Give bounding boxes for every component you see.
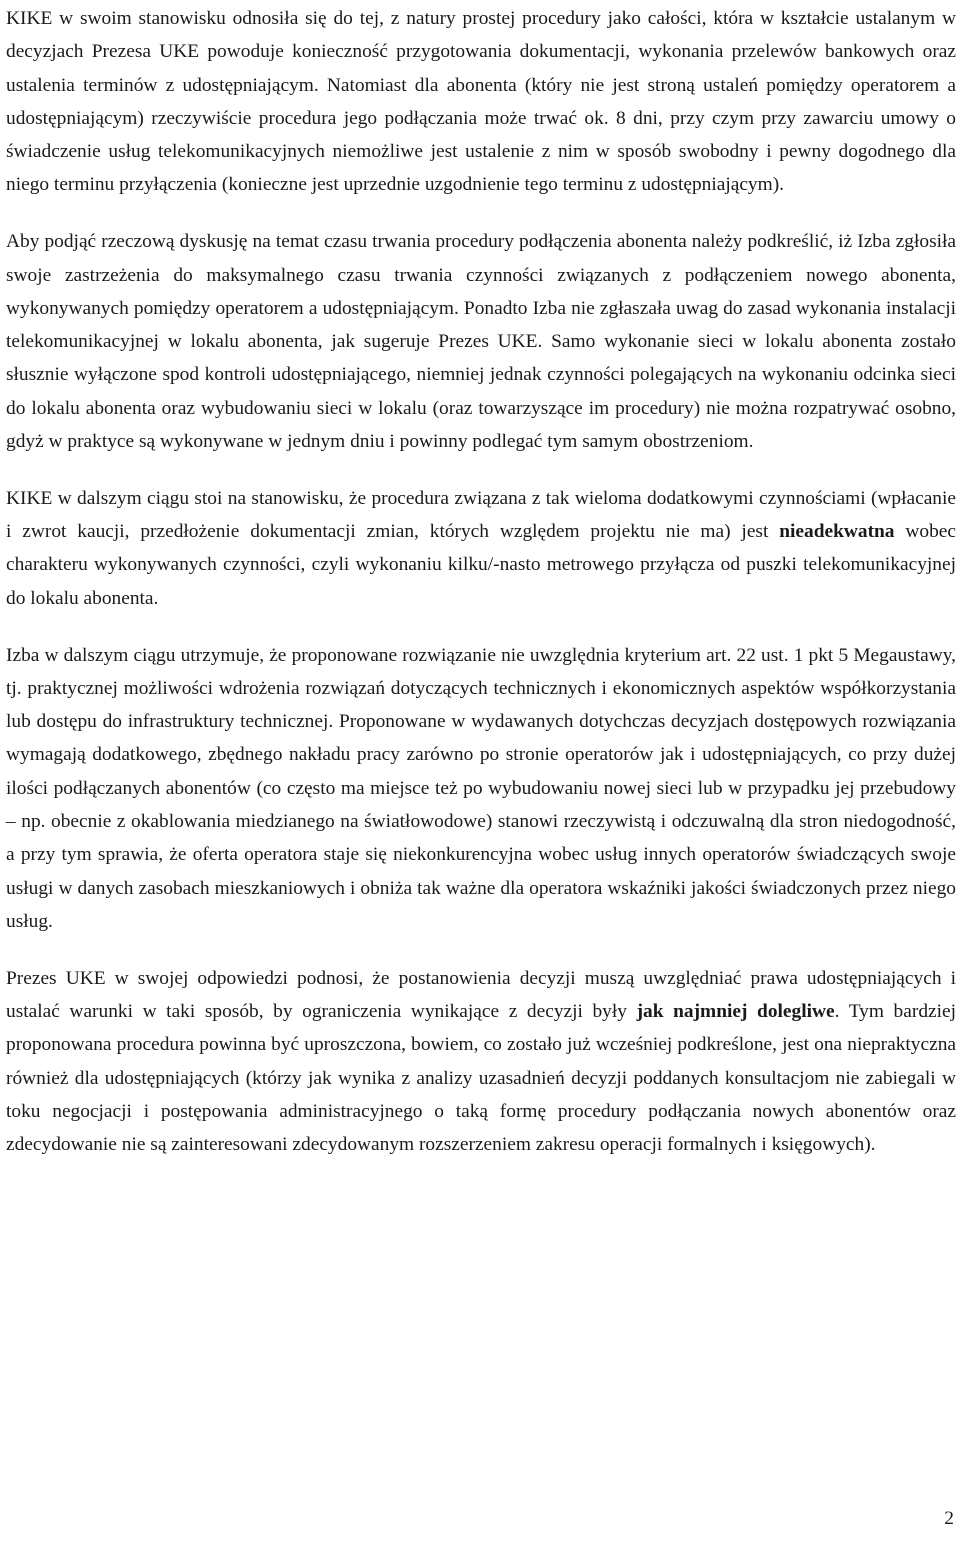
text-run: Izba w dalszym ciągu utrzymuje, że proponowane rozwiązanie nie uwzględnia kryterium art. 22 ust. 1 pkt 5 Megaustawy, tj. praktycznej możliwości wdrożenia rozwiązań dotyczących technicznych i ekonomicznych aspektów współkorzystania lub dostępu do infrastruktury technicznej. Proponowane w wydawanych dotychczas decyzjach dostępowych rozwiązania wymagają dodatkowego, zbędnego nakładu pracy zarówno po stronie operatorów jak i udostępniających, co przy dużej ilości podłączanych abonentów (co często ma miejsce też po wybudowaniu nowej sieci lub w przypadku jej przebudowy – np. obecnie z okablowania miedzianego na światłowodowe) stanowi rzeczywistą i odczuwalną dla stron niedogodność, a przy tym sprawia, że oferta operatora staje się niekonkurencyjna wobec usług innych operatorów świadczących swoje usługi w danych zasobach mieszkaniowych i obniża tak ważne dla operatora wskaźniki jakości świadczonych przez niego usług. (6, 644, 956, 932)
text-run: wobec charakteru wykonywanych czynności, czyli wykonaniu kilku/-nasto metrowego przyłącza od puszki telekomunikacyjnej do lokalu abonenta. (6, 521, 956, 609)
paragraph (6, 225, 956, 458)
bold-text-run: nieadekwatna (779, 521, 895, 543)
paragraph (6, 639, 956, 939)
text-run: KIKE w swoim stanowisku odnosiła się do tej, z natury prostej procedury jako całości, która w kształcie ustalanym w decyzjach Prezesa UKE powoduje konieczność przygotowania dokumentacji, wykonania przelewów bankowych oraz ustalenia terminów z udostępniającym. Natomiast dla abonenta (który nie jest stroną ustaleń pomiędzy operatorem a udostępniającym) rzeczywiście procedura jego podłączania może trwać ok. 8 dni, przy czym przy zawarciu umowy o świadczenie usług telekomunikacyjnych niemożliwe jest ustalenie z nim w sposób swobodny i pewny dogodnego dla niego terminu przyłączenia (konieczne jest uprzednie uzgodnienie tego terminu z udostępniającym). (6, 8, 956, 196)
document-page (6, 2, 956, 1185)
page-number: 2 (944, 1508, 954, 1529)
text-run: Aby podjąć rzeczową dyskusję na temat czasu trwania procedury podłączenia abonenta należy podkreślić, iż Izba zgłosiła swoje zastrzeżenia do maksymalnego czasu trwania czynności związanych z podłączeniem nowego abonenta, wykonywanych pomiędzy operatorem a udostępniającym. Ponadto Izba nie zgłaszała uwag do zasad wykonania instalacji telekomunikacyjnej w lokalu abonenta, jak sugeruje Prezes UKE. Samo wykonanie sieci w lokalu abonenta zostało słusznie wyłączone spod kontroli udostępniającego, niemniej jednak czynności polegających na wykonaniu odcinka sieci do lokalu abonenta oraz wybudowaniu sieci w lokalu (oraz towarzyszące im procedury) nie można rozpatrywać osobno, gdyż w praktyce są wykonywane w jednym dniu i powinny podlegać tym samym obostrzeniom. (6, 231, 956, 453)
paragraph (6, 2, 956, 202)
text-run: KIKE w dalszym ciągu stoi na stanowisku, że procedura związana z tak wieloma dodatkowymi czynnościami (wpłacanie i zwrot kaucji, przedłożenie dokumentacji zmian, których względem projektu nie ma) jest (6, 487, 956, 543)
text-run: Prezes UKE w swojej odpowiedzi podnosi, że postanowienia decyzji muszą uwzględniać prawa udostępniających i ustalać warunki w taki sposób, by ograniczenia wynikające z decyzji były (6, 967, 956, 1023)
text-run: . Tym bardziej proponowana procedura powinna być uproszczona, bowiem, co zostało już wcześniej podkreślone, jest ona niepraktyczna również dla udostępniających (którzy jak wynika z analizy uzasadnień decyzji poddanych konsultacjom nie zabiegali w toku negocjacji i postępowania administracyjnego o taką formę procedury podłączania nowych abonentów oraz zdecydowanie nie są zainteresowani zdecydowanym rozszerzeniem zakresu operacji formalnych i księgowych). (6, 1001, 957, 1156)
bold-text-run: jak najmniej dolegliwe (636, 1001, 835, 1023)
paragraph (6, 962, 956, 1162)
paragraph (6, 482, 956, 615)
